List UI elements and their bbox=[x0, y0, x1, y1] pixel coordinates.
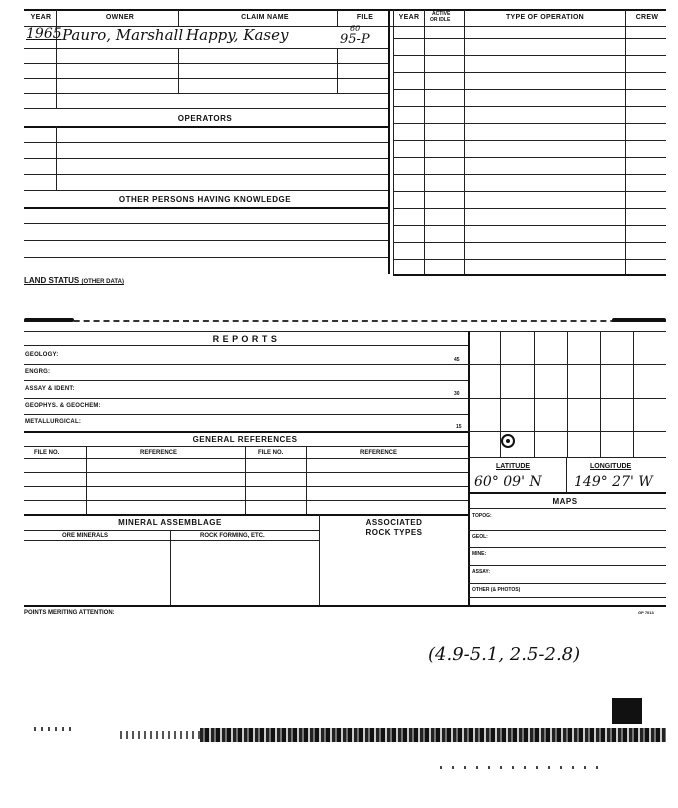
report-engrg-label: ENGRG: bbox=[25, 369, 51, 375]
header-or-idle: OR IDLE bbox=[430, 17, 451, 23]
maps-mine-label: MINE: bbox=[472, 551, 487, 557]
longitude-value: 149° 27' W bbox=[574, 474, 653, 490]
entry-owner: Pauro, Marshall bbox=[62, 26, 184, 44]
gen-ref-header-file-no-2: FILE NO. bbox=[258, 450, 284, 456]
rock-types-label: ROCK TYPES bbox=[365, 528, 423, 537]
associated-label: ASSOCIATED bbox=[365, 518, 423, 527]
form-code: GP 7013 bbox=[638, 610, 654, 615]
header-file: FILE bbox=[356, 14, 374, 21]
land-status-label: LAND STATUS bbox=[24, 276, 80, 285]
header-owner: OWNER bbox=[105, 14, 135, 21]
maps-other-label: OTHER (& PHOTOS) bbox=[472, 587, 521, 593]
ore-minerals-label: ORE MINERALS bbox=[62, 533, 109, 539]
report-geology-label: GEOLOGY: bbox=[25, 352, 59, 358]
header-year: YEAR bbox=[30, 14, 52, 21]
gen-ref-header-reference-2: REFERENCE bbox=[360, 450, 398, 456]
coords-note: (4.9-5.1, 2.5-2.8) bbox=[428, 644, 581, 665]
entry-file-bottom: 95-P bbox=[340, 32, 370, 47]
maps-assay-label: ASSAY: bbox=[472, 569, 491, 575]
general-references-title: GENERAL REFERENCES bbox=[192, 435, 298, 444]
maps-geol-label: GEOL: bbox=[472, 534, 488, 540]
gen-ref-header-file-no-1: FILE NO. bbox=[34, 450, 60, 456]
points-meriting-label: POINTS MERITING ATTENTION: bbox=[24, 610, 115, 616]
header-year-2: YEAR bbox=[398, 14, 420, 21]
report-geophys-label: GEOPHYS. & GEOCHEM: bbox=[25, 403, 101, 409]
latitude-label: LATITUDE bbox=[496, 463, 531, 470]
maps-topog-label: TOPOG: bbox=[472, 513, 492, 519]
entry-year: 1965 bbox=[26, 26, 62, 42]
land-status-sub: (OTHER DATA) bbox=[81, 279, 124, 285]
gen-ref-header-reference-1: REFERENCE bbox=[140, 450, 178, 456]
operators-label: OPERATORS bbox=[177, 114, 233, 123]
mineral-assemblage-title: MINERAL ASSEMBLAGE bbox=[118, 518, 222, 527]
report-assay-label: ASSAY & IDENT: bbox=[25, 386, 75, 392]
maps-title: MAPS bbox=[552, 497, 578, 506]
header-claim-name: CLAIM NAME bbox=[241, 14, 289, 21]
header-type-of-operation: TYPE OF OPERATION bbox=[505, 14, 585, 21]
longitude-label: LONGITUDE bbox=[590, 463, 632, 470]
reports-title: R E P O R T S bbox=[212, 334, 278, 344]
entry-claim: Happy, Kasey bbox=[186, 26, 289, 44]
report-metallurgical-label: METALLURGICAL: bbox=[25, 419, 82, 425]
report-metallurgical-num: 15 bbox=[456, 424, 462, 430]
target-circle-icon bbox=[501, 434, 515, 448]
other-persons-label: OTHER PERSONS HAVING KNOWLEDGE bbox=[118, 195, 292, 204]
header-crew: CREW bbox=[635, 14, 659, 21]
rock-forming-label: ROCK FORMING, ETC. bbox=[200, 533, 265, 539]
land-status bbox=[24, 276, 124, 285]
report-geology-num: 45 bbox=[454, 357, 460, 363]
header-active: ACTIVE bbox=[432, 11, 451, 17]
report-assay-num: 30 bbox=[454, 391, 460, 397]
latitude-value: 60° 09' N bbox=[474, 474, 542, 490]
entry-file-top: 60 bbox=[350, 24, 361, 33]
